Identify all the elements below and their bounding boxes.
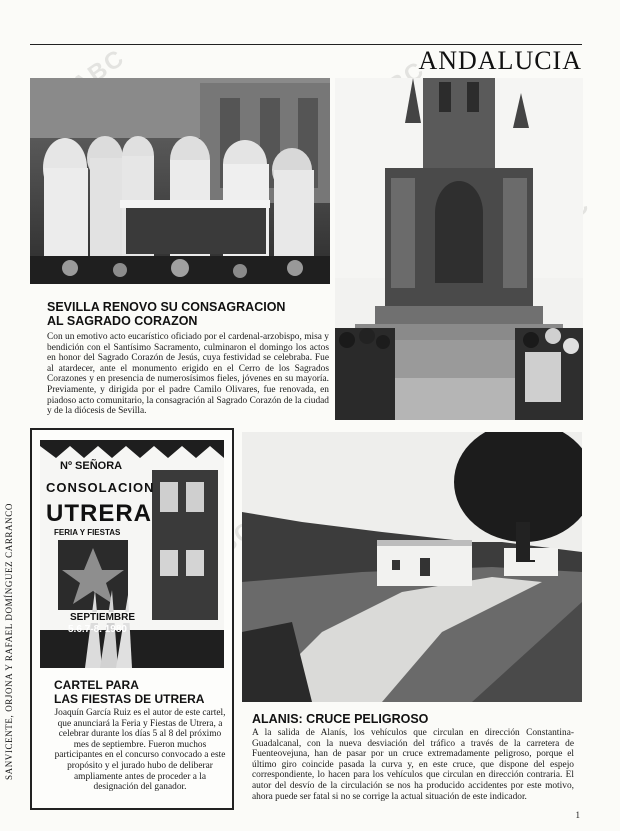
photo-credit: SANVICENTE, ORJONA Y RAFAEL DOMÍNGUEZ CARRANCO	[4, 503, 14, 780]
photo-monument-svg	[335, 78, 583, 420]
sevilla-headline-line1: SEVILLA RENOVO SU CONSAGRACION	[47, 300, 286, 314]
poster-dates: 5.6.7-8. 1980	[68, 624, 127, 635]
sevilla-headline-line2: AL SAGRADO CORAZON	[47, 314, 198, 328]
sevilla-headline	[47, 300, 327, 328]
poster-body: Joaquín García Ruiz es el autor de este cartel, que anunciará la Feria y Fiestas de Utrera, a celebrar durante los días 5 al 8 del próximo mes de septiembre. Fueron muchos participantes en el concurso convocado a este propósito y el jurado hubo de deliberar ampliamente antes de proceder a la designación del ganador.	[54, 708, 226, 793]
poster-image	[40, 440, 224, 668]
poster-line2: CONSOLACION	[46, 480, 155, 495]
poster-headline	[54, 678, 230, 706]
section-title: ANDALUCIA	[418, 46, 582, 75]
header-rule	[30, 44, 582, 45]
photo-monument	[335, 78, 583, 420]
photo-road-svg	[242, 432, 582, 702]
alanis-body: A la salida de Alanís, los vehículos que circulan en dirección Constantina-Guadalcanal, con la nueva desviación del tráfico a través de la carretera de Fuenteovejuna, han de pasar por un cruce extremadamente peligroso, porque el último giro coincide pasada la curva y, en este cruce, que dispone del espejo correspondiente, lo hacen para los vehículos que circulan en dirección contraria. El autor del desvío de la circulación se nos ha producido accidentes por este motivo, ahora puede ser fatal si no se corrige la actual situación de este indicador.	[252, 728, 574, 802]
poster-subtitle: FERIA Y FIESTAS	[54, 528, 121, 537]
poster-line1: Nº SEÑORA	[60, 460, 123, 472]
page-number: 1	[575, 810, 580, 820]
watermark: ABC	[67, 43, 131, 100]
photo-altar-svg	[30, 78, 330, 284]
alanis-headline: ALANIS: CRUCE PELIGROSO	[252, 712, 429, 726]
photo-road-crossing	[242, 432, 582, 702]
sevilla-body: Con un emotivo acto eucarístico oficiado por el cardenal-arzobispo, misa y bendición con el Santísimo Sacramento, culminaron el domingo los actos en honor del Sagrado Corazón de Jesús, cuya festividad se celebraba. Fue al atardecer, ante el monumento erigido en el Cerro de los Sagrados Corazones y en presencia de numerosísimos fieles, jóvenes en su mayoría. Previamente, y dirigida por el padre Camilo Olivares, fue renovada, en piadoso acto comunitario, la consagración al Sagrado Corazón de la ciudad y de la diócesis de Sevilla.	[47, 332, 329, 417]
poster-headline-line1: CARTEL PARA	[54, 678, 139, 692]
poster-headline-line2: LAS FIESTAS DE UTRERA	[54, 692, 205, 706]
poster-month: SEPTIEMBRE	[70, 612, 136, 623]
poster-box	[30, 428, 234, 810]
poster-town: UTRERA	[46, 500, 152, 527]
photo-altar-ceremony	[30, 78, 330, 284]
